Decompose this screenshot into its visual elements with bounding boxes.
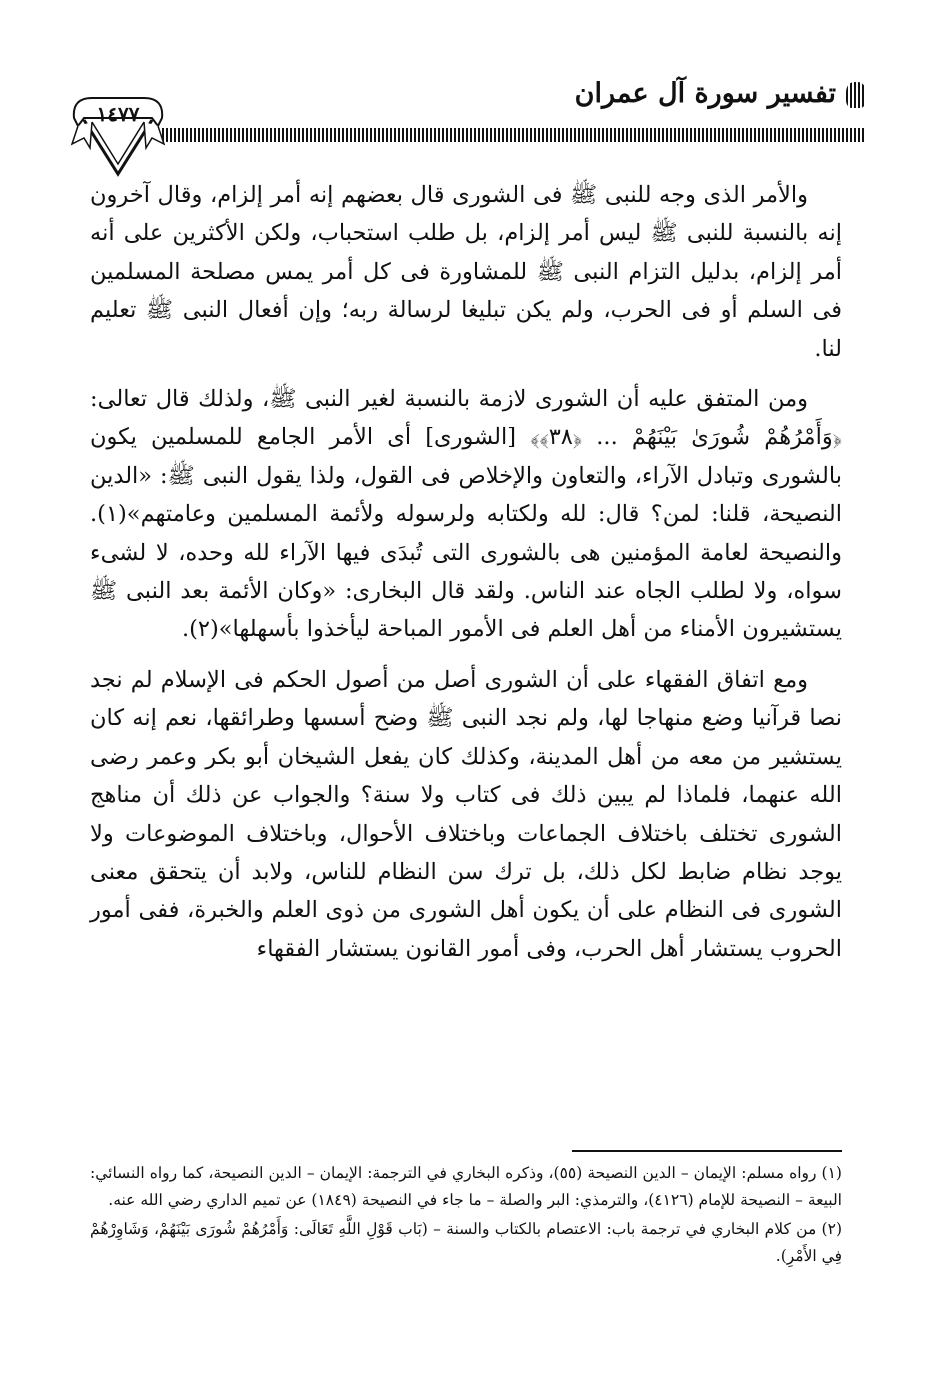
page-number-badge (68, 92, 168, 182)
footnote-divider (572, 1150, 842, 1152)
body-text (90, 176, 842, 980)
paragraph: والأمر الذى وجه للنبى ﷺ فى الشورى قال بعضهم إنه أمر إلزام، وقال آخرون إنه بالنسبة للنبى ﷺ ليس أمر إلزام، بل طلب استحباب، ولكن الأكثرين على أنه أمر إلزام، بدليل التزام النبى ﷺ للمشاورة فى كل أمر يمس مصلحة المسلمين فى السلم أو فى الحرب، ولم يكن تبليغا لرسالة ربه؛ وإن أفعال النبى ﷺ تعليم لنا. (90, 182, 842, 362)
book-ornament-icon (846, 82, 866, 108)
header-rule-divider (162, 128, 866, 142)
footnote: (٢) من كلام البخاري في ترجمة باب: الاعتصام بالكتاب والسنة – (بَاب قَوْلِ اللَّهِ تَعَالَى: وَأَمْرُهُمْ شُورَى بَيْنَهُمْ، وَشَاوِرْهُمْ فِي الأَمْرِ). (90, 1220, 842, 1265)
footnote: (١) رواه مسلم: الإيمان – الدين النصيحة (٥٥)، وذكره البخاري في الترجمة: الإيمان – الدين النصيحة، كما رواه النسائي: البيعة – النصيحة للإمام (٤١٢٦)، والترمذي: البر والصلة – ما جاء في النصيحة (١٨٤٩) عن تميم الداري رضي الله عنه. (90, 1164, 842, 1209)
paragraph: ومن المتفق عليه أن الشورى لازمة بالنسبة لغير النبى ﷺ، ولذلك قال تعالى: ﴿وَأَمْرُهُمْ شُورَىٰ بَيْنَهُمْ ... ﴿٣٨﴾﴾ [الشورى] أى الأمر الجامع للمسلمين يكون بالشورى وتبادل الآراء، والتعاون والإخلاص فى القول، ولذا يقول النبى ﷺ: «الدين النصيحة، قلنا: لمن؟ قال: لله ولكتابه ولرسوله ولأئمة المسلمين وعامتهم»(١). والنصيحة لعامة المؤمنين هى بالشورى التى تُبدَى فيها الآراء لله وحده، لا لشىء سواه، ولا لطلب الجاه عند الناس. ولقد قال البخارى: «وكان الأئمة بعد النبى ﷺ يستشيرون الأمناء من أهل العلم فى الأمور المباحة ليأخذوا بأسهلها»(٢). (90, 386, 842, 643)
footnotes (90, 1160, 842, 1272)
running-header-title: تفسير سورة آل عمران (574, 78, 836, 109)
page-number: ١٤٧٧ (96, 102, 140, 126)
paragraph: ومع اتفاق الفقهاء على أن الشورى أصل من أصول الحكم فى الإسلام لم نجد نصا قرآنيا وضع منهاجا لها، ولم نجد النبى ﷺ وضح أسسها وطرائقها، نعم إنه كان يستشير من معه من أهل المدينة، وكذلك كان يفعل الشيخان أبو بكر وعمر رضى الله عنهما، فلماذا لم يبين ذلك فى كتاب ولا سنة؟ والجواب عن ذلك أن مناهج الشورى تختلف باختلاف الجماعات وباختلاف الأحوال، وباختلاف الموضوعات ولا يوجد نظام ضابط لكل ذلك، بل ترك سن النظام للناس، ولابد أن يتحقق معنى الشورى فى النظام على أن يكون أهل الشورى من ذوى العلم والخبرة، ففى أمور الحروب يستشار أهل الحرب، وفى أمور القانون يستشار الفقهاء (90, 666, 842, 962)
